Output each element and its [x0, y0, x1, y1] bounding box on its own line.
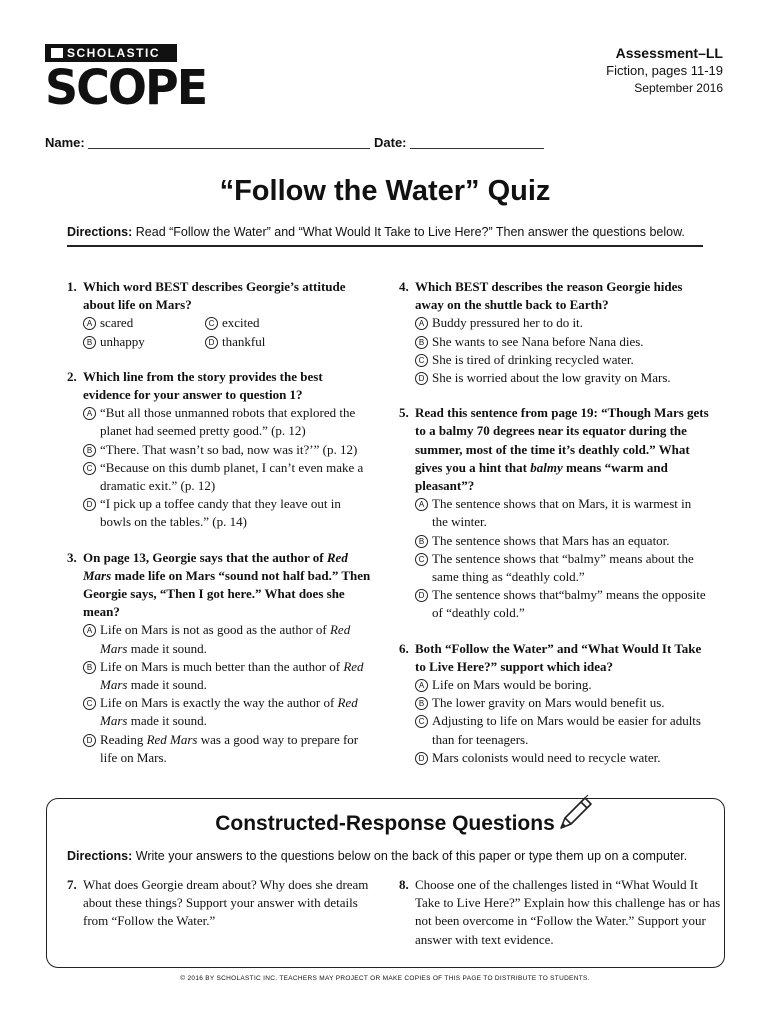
pencil-icon [553, 792, 597, 836]
assessment-level: Assessment–LL [615, 45, 723, 61]
answer-option-d[interactable] [399, 749, 709, 767]
question-text-word: balmy [530, 459, 563, 475]
question-text: Which BEST describes the reason Georgie hides away on the shuttle back to Earth? [415, 279, 683, 313]
question-number: 6. [399, 640, 409, 656]
question-number: 7. [67, 877, 77, 892]
answer-option-d[interactable] [67, 731, 372, 767]
questions-left-column [67, 278, 372, 784]
directions-text: Read “Follow the Water” and “What Would It Take to Live Here?” Then answer the questions below. [135, 225, 685, 239]
option-text-title: Red Mars [146, 731, 198, 747]
question-text: Choose one of the challenges listed in “What Would It Take to Live Here?” Explain how this challenge has or has not been overcome in “Follow the Water.” Support your answer with text evidence. [415, 877, 721, 947]
bubble-a-icon[interactable]: A [415, 679, 428, 692]
bubble-b-icon[interactable]: B [415, 535, 428, 548]
question-text: On page 13, Georgie says that the author of [83, 549, 327, 565]
answer-option-a[interactable] [67, 404, 372, 440]
option-text: She is tired of drinking recycled water. [432, 351, 634, 367]
answer-option-c[interactable] [205, 314, 355, 332]
option-text: was a good way to prepare for life on Mars. [100, 731, 359, 765]
question-number: 4. [399, 279, 409, 294]
question-3 [67, 549, 372, 767]
answer-option-a[interactable] [83, 314, 205, 332]
question-1 [67, 278, 372, 351]
question-text: Which word BEST describes Georgie’s attitude about life on Mars? [83, 279, 346, 313]
bubble-d-icon[interactable]: D [415, 589, 428, 602]
logo-top-text: SCHOLASTIC [67, 46, 160, 60]
answer-option-a[interactable] [399, 314, 709, 332]
question-stem [67, 549, 372, 622]
option-text: “But all those unmanned robots that explored the planet had seemed pretty good.” (p. 12) [100, 405, 356, 439]
answer-option-c[interactable] [67, 694, 372, 730]
question-stem [67, 278, 372, 314]
name-date-row [45, 135, 544, 150]
answer-option-d[interactable] [67, 495, 372, 531]
bubble-d-icon[interactable]: D [415, 372, 428, 385]
option-text: The sentence shows that “balmy” means about the same thing as “deathly cold.” [432, 550, 694, 585]
bubble-d-icon[interactable]: D [83, 498, 96, 511]
option-text-title: Red Mars [100, 695, 358, 729]
question-2 [67, 368, 372, 532]
bubble-b-icon[interactable]: B [83, 444, 96, 457]
option-text: thankful [222, 333, 266, 349]
bubble-a-icon[interactable]: A [83, 317, 96, 330]
scholastic-scope-logo [45, 44, 207, 116]
option-text: scared [100, 315, 134, 331]
answer-option-b[interactable] [399, 532, 709, 550]
answer-option-a[interactable] [399, 676, 709, 694]
question-number: 1. [67, 279, 77, 294]
option-text: The sentence shows that Mars has an equator. [432, 532, 670, 548]
directions-label: Directions: [67, 225, 133, 239]
question-text: means “warm and pleasant”? [415, 459, 668, 494]
question-text: What does Georgie dream about? Why does she dream about these things? Support your answer with details from “Follow the Water.” [83, 877, 369, 929]
answer-options [67, 314, 372, 350]
question-stem [399, 404, 709, 495]
question-stem [399, 278, 709, 314]
bubble-d-icon[interactable]: D [415, 752, 428, 765]
copyright-footer: © 2016 BY SCHOLASTIC INC. TEACHERS MAY PROJECT OR MAKE COPIES OF THIS PAGE TO DISTRIBUTE TO STUDENTS. [180, 975, 590, 982]
option-text: “Because on this dumb planet, I can’t even make a dramatic exit.” (p. 12) [100, 459, 364, 494]
answer-option-b[interactable] [399, 694, 709, 712]
bubble-d-icon[interactable]: D [83, 734, 96, 747]
option-text: made it sound. [127, 677, 207, 693]
question-stem [67, 368, 372, 404]
bubble-c-icon[interactable]: C [205, 317, 218, 330]
answer-option-c[interactable] [399, 712, 709, 748]
option-text: The lower gravity on Mars would benefit us. [432, 695, 665, 711]
bubble-a-icon[interactable]: A [83, 407, 96, 420]
question-text: Both “Follow the Water” and “What Would It Take to Live Here?” support which idea? [415, 640, 702, 674]
option-text: Adjusting to life on Mars would be easier for adults than for teenagers. [432, 713, 701, 747]
bubble-c-icon[interactable]: C [415, 715, 428, 728]
answer-option-b[interactable] [83, 333, 205, 351]
option-text: She wants to see Nana before Nana dies. [432, 333, 644, 349]
answer-option-b[interactable] [67, 441, 372, 459]
question-number: 5. [399, 405, 409, 421]
answer-option-d[interactable] [399, 586, 709, 622]
option-text: Buddy pressured her to do it. [432, 315, 583, 331]
question-text-title: Red Mars [83, 549, 348, 583]
bubble-c-icon[interactable]: C [415, 553, 428, 566]
option-text: “I pick up a toffee candy that they leave out in bowls on the tables.” (p. 14) [100, 496, 341, 530]
question-stem [399, 640, 709, 676]
question-text: Which line from the story provides the best evidence for your answer to question 1? [83, 368, 323, 403]
logo-book-icon [51, 48, 63, 58]
bubble-c-icon[interactable]: C [83, 697, 96, 710]
answer-option-b[interactable] [67, 658, 372, 694]
page-title: “Follow the Water” Quiz [219, 175, 551, 207]
option-text: The sentence shows that on Mars, it is warmest in the winter. [432, 496, 692, 530]
option-text-title: Red Mars [100, 622, 351, 656]
assessment-meta [606, 44, 723, 96]
answer-option-c[interactable] [399, 550, 709, 586]
question-4 [399, 278, 709, 387]
bubble-c-icon[interactable]: C [83, 462, 96, 475]
option-text: Reading [100, 731, 147, 747]
directions [67, 225, 703, 247]
answer-option-a[interactable] [67, 621, 372, 657]
bubble-a-icon[interactable]: A [83, 624, 96, 637]
option-text: Life on Mars is not as good as the author of [100, 622, 330, 638]
option-text: “There. That wasn’t so bad, now was it?’” (p. 12) [100, 441, 358, 457]
option-text: Mars colonists would need to recycle water. [432, 749, 661, 765]
option-text: excited [222, 315, 260, 331]
name-label: Name: [45, 135, 85, 150]
cr-directions-label: Directions: [67, 849, 133, 863]
bubble-b-icon[interactable]: B [83, 336, 96, 349]
assessment-date: September 2016 [634, 81, 723, 95]
answer-option-c[interactable] [399, 351, 709, 369]
constructed-response-title: Constructed-Response Questions [215, 812, 555, 835]
question-text: Read this sentence from page 19: “Though Mars gets to a balmy 70 degrees near its equator during the summer, most of the time it’s deathly cold.” What gives you a hint that [415, 405, 709, 475]
option-text-title: Red Mars [100, 658, 364, 693]
constructed-response-directions [67, 849, 687, 863]
logo-scope-wordmark [45, 58, 207, 116]
bubble-b-icon[interactable]: B [83, 661, 96, 674]
option-text: unhappy [100, 333, 145, 349]
cr-directions-text: Write your answers to the questions below on the back of this paper or type them up on a computer. [135, 849, 688, 863]
option-text: She is worried about the low gravity on Mars. [432, 370, 671, 386]
date-label: Date: [374, 135, 407, 150]
question-number: 8. [399, 877, 409, 892]
option-text: made it sound. [127, 640, 207, 656]
question-number: 3. [67, 549, 77, 565]
bubble-d-icon[interactable]: D [205, 336, 218, 349]
answer-option-d[interactable] [399, 369, 709, 387]
answer-option-d[interactable] [205, 333, 355, 351]
option-text: Life on Mars is exactly the way the author of [100, 695, 338, 711]
questions-right-column [399, 278, 709, 784]
bubble-a-icon[interactable]: A [415, 498, 428, 511]
question-number: 2. [67, 368, 77, 384]
logo-main-text: SCOPE [45, 58, 207, 116]
question-text: made life on Mars “sound not half bad.” Then Georgie says, “Then I got here.” What does she mean? [83, 567, 371, 620]
option-text: The sentence shows that“balmy” means the opposite of “deathly cold.” [432, 587, 706, 621]
answer-option-c[interactable] [67, 459, 372, 495]
question-7 [67, 876, 373, 931]
bubble-b-icon[interactable]: B [415, 336, 428, 349]
option-text: Life on Mars would be boring. [432, 677, 592, 693]
question-8 [399, 876, 725, 949]
option-text: Life on Mars is much better than the author of [100, 658, 344, 674]
date-field-line[interactable] [410, 136, 544, 149]
answer-option-b[interactable] [399, 333, 709, 351]
bubble-b-icon[interactable]: B [415, 697, 428, 710]
question-5 [399, 404, 709, 622]
answer-option-a[interactable] [399, 495, 709, 531]
bubble-c-icon[interactable]: C [415, 354, 428, 367]
question-6 [399, 640, 709, 767]
option-text: made it sound. [127, 713, 207, 729]
name-field-line[interactable] [88, 136, 370, 149]
assessment-section: Fiction, pages 11-19 [606, 63, 723, 78]
bubble-a-icon[interactable]: A [415, 317, 428, 330]
